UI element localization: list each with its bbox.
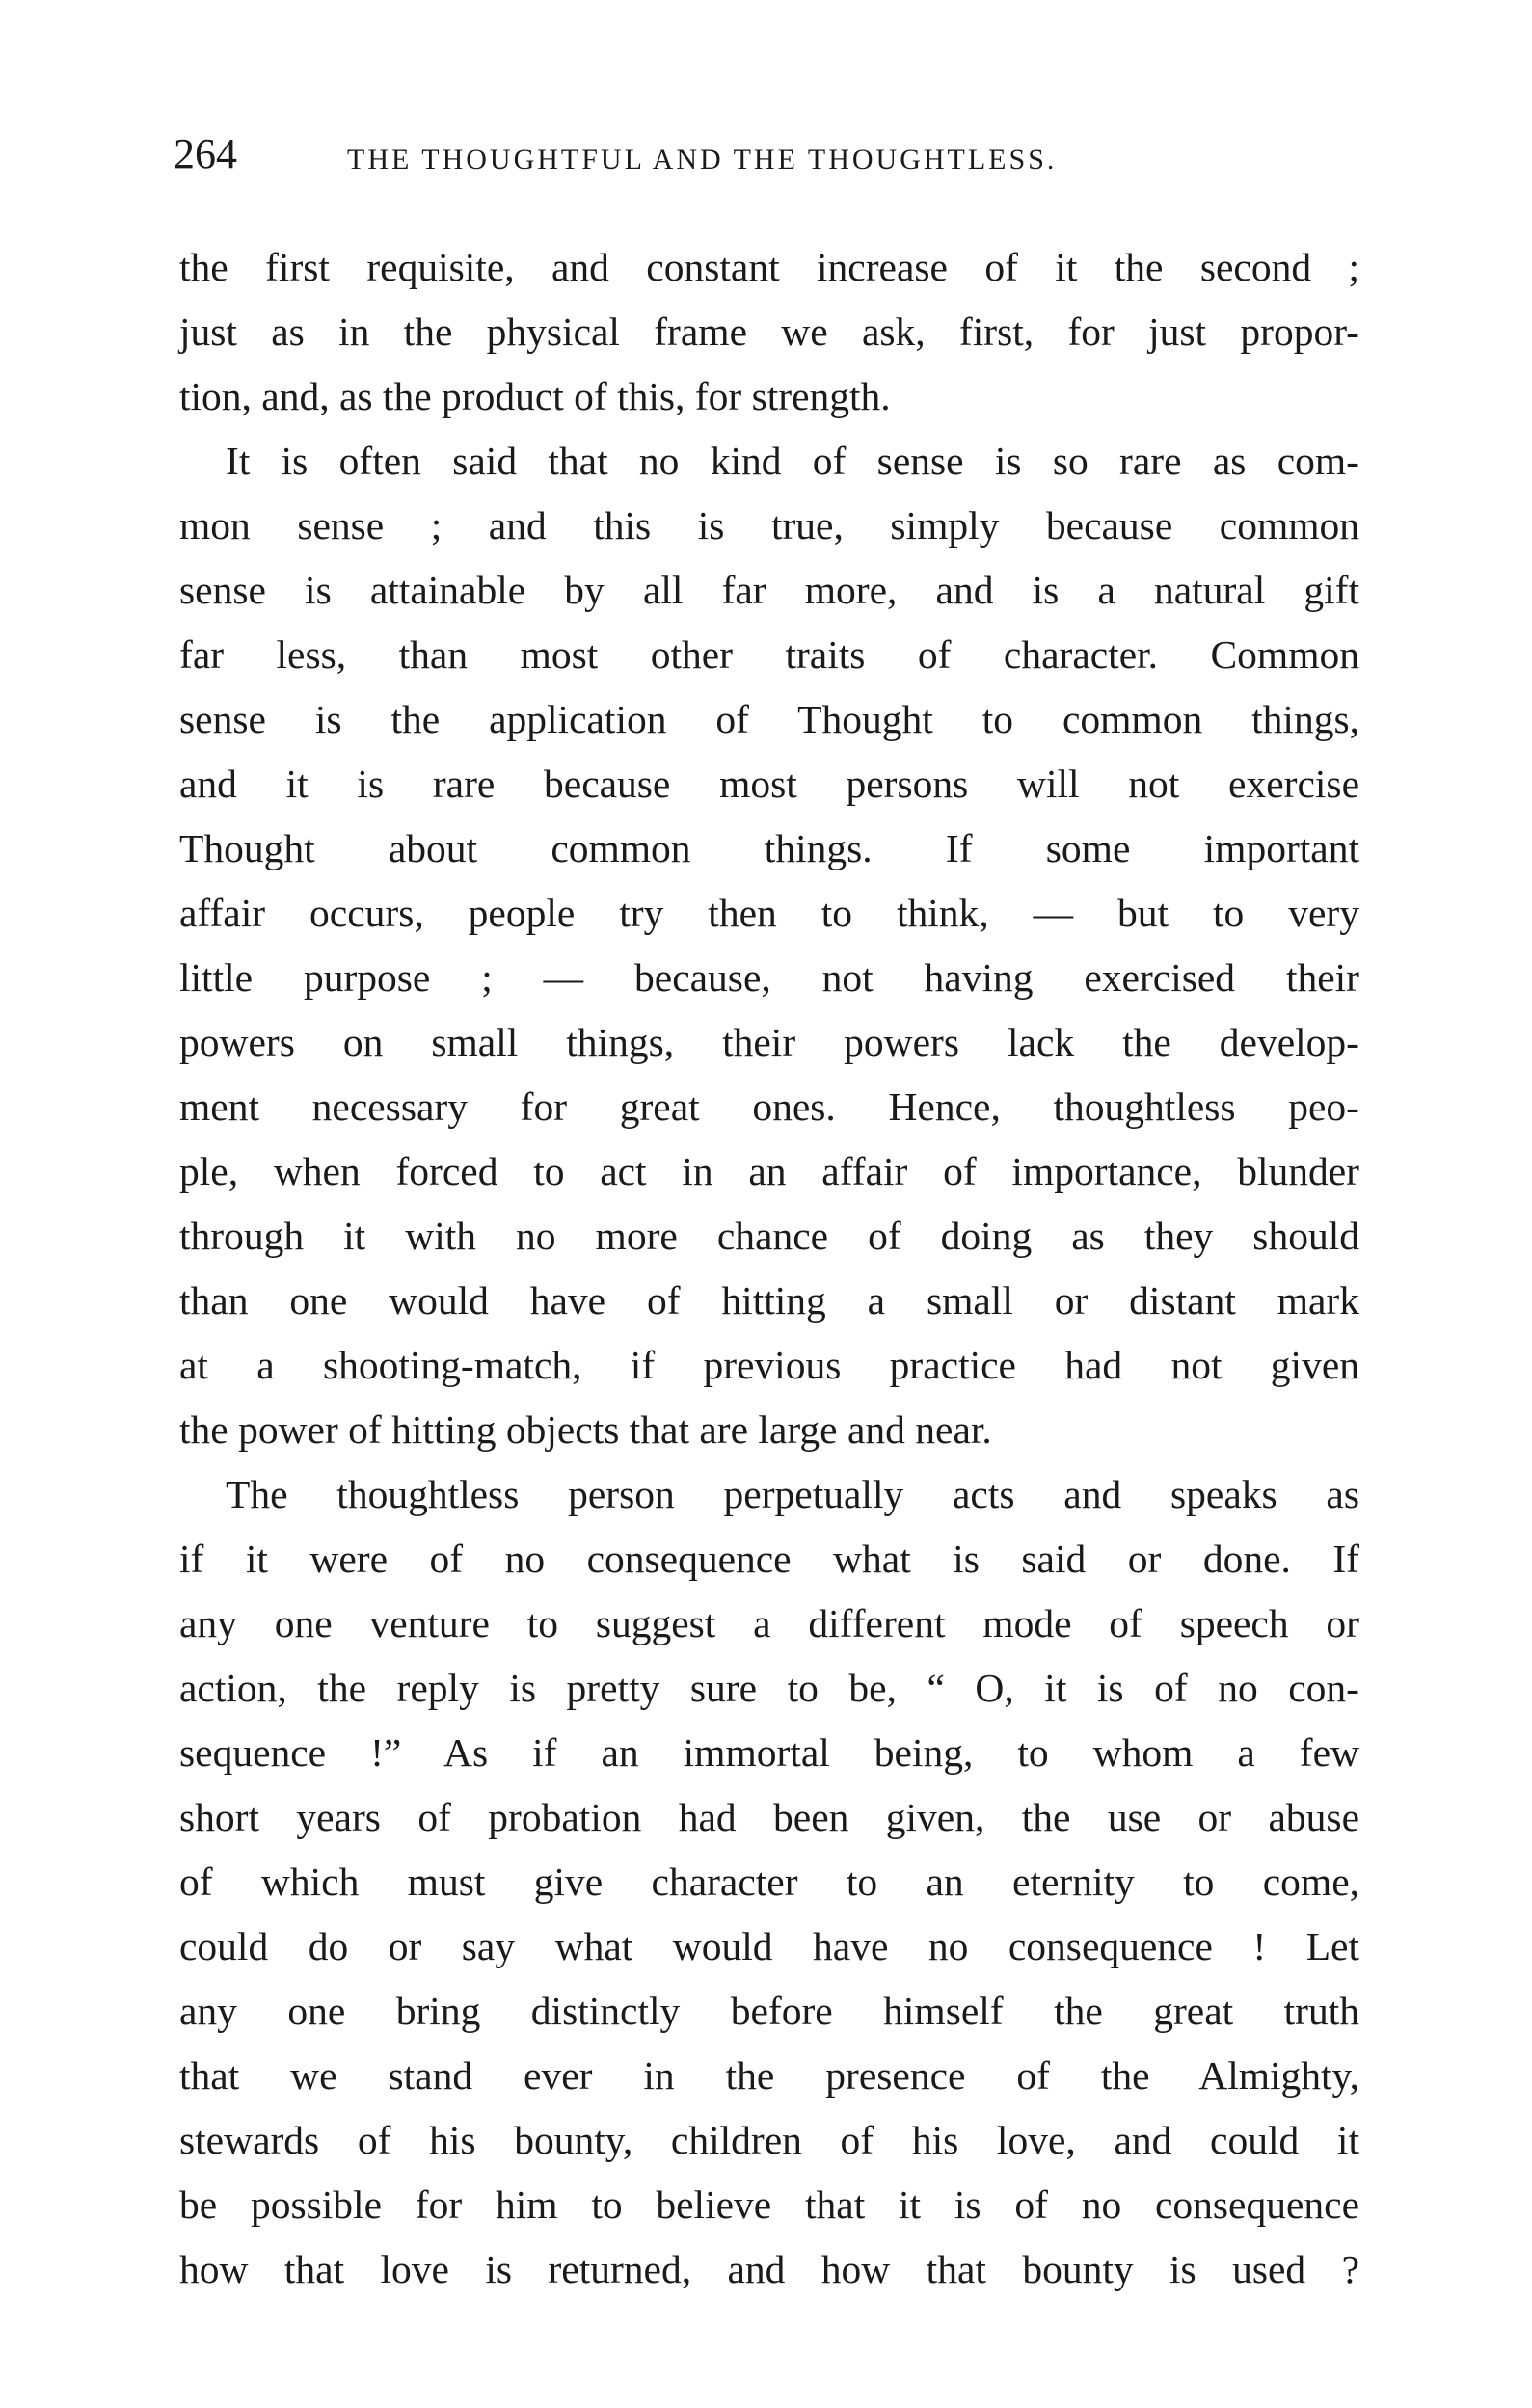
text-line: little purpose ; — because, not having exercised their [179, 955, 1359, 1000]
text-line: the power of hitting objects that are large and near. [179, 1407, 992, 1452]
text-line: ple, when forced to act in an affair of importance, blunder [179, 1149, 1359, 1193]
text-line: how that love is returned, and how that bounty is used ? [179, 2247, 1359, 2291]
text-line: sense is the application of Thought to common things, [179, 697, 1359, 741]
text-line: just as in the physical frame we ask, first, for just propor- [179, 309, 1359, 354]
text-line: sequence !” As if an immortal being, to whom a few [179, 1730, 1359, 1775]
text-line: action, the reply is pretty sure to be, “ O, it is of no con- [179, 1666, 1359, 1710]
text-line: short years of probation had been given, the use or abuse [179, 1795, 1359, 1839]
running-head [174, 125, 1369, 183]
text-line: any one bring distinctly before himself the great truth [179, 1989, 1359, 2033]
text-line: the first requisite, and constant increase of it the second ; [179, 245, 1359, 289]
running-title: THE THOUGHTFUL AND THE THOUGHTLESS. [347, 144, 1058, 175]
text-line: mon sense ; and this is true, simply because common [179, 503, 1359, 548]
text-line: at a shooting-match, if previous practice had not given [179, 1343, 1359, 1387]
text-line: stewards of his bounty, children of his love, and could it [179, 2118, 1359, 2162]
text-line: through it with no more chance of doing as they should [179, 1214, 1359, 1258]
text-line: far less, than most other traits of character. Common [179, 632, 1359, 677]
body-text [179, 235, 1359, 2302]
text-line: It is often said that no kind of sense is so rare as com- [226, 439, 1359, 483]
text-line: ment necessary for great ones. Hence, thoughtless peo- [179, 1084, 1359, 1129]
text-line: any one venture to suggest a different mode of speech or [179, 1601, 1359, 1645]
text-line: be possible for him to believe that it is of no consequence [179, 2182, 1359, 2227]
text-line: than one would have of hitting a small or distant mark [179, 1278, 1359, 1323]
text-line: powers on small things, their powers lack the develop- [179, 1020, 1359, 1064]
text-line: could do or say what would have no consequence ! Let [179, 1924, 1359, 1968]
text-line: tion, and, as the product of this, for strength. [179, 374, 891, 418]
page-number: 264 [174, 130, 237, 177]
text-line: sense is attainable by all far more, and is a natural gift [179, 568, 1359, 612]
text-line: and it is rare because most persons will not exercise [179, 762, 1359, 806]
text-line: if it were of no consequence what is said or done. If [179, 1537, 1359, 1581]
text-line: The thoughtless person perpetually acts and speaks as [226, 1472, 1359, 1516]
text-line: affair occurs, people try then to think, — but to very [179, 891, 1359, 935]
text-line: that we stand ever in the presence of the Almighty, [179, 2053, 1359, 2098]
text-line: of which must give character to an eternity to come, [179, 1860, 1359, 1904]
text-line: Thought about common things. If some important [179, 826, 1359, 870]
